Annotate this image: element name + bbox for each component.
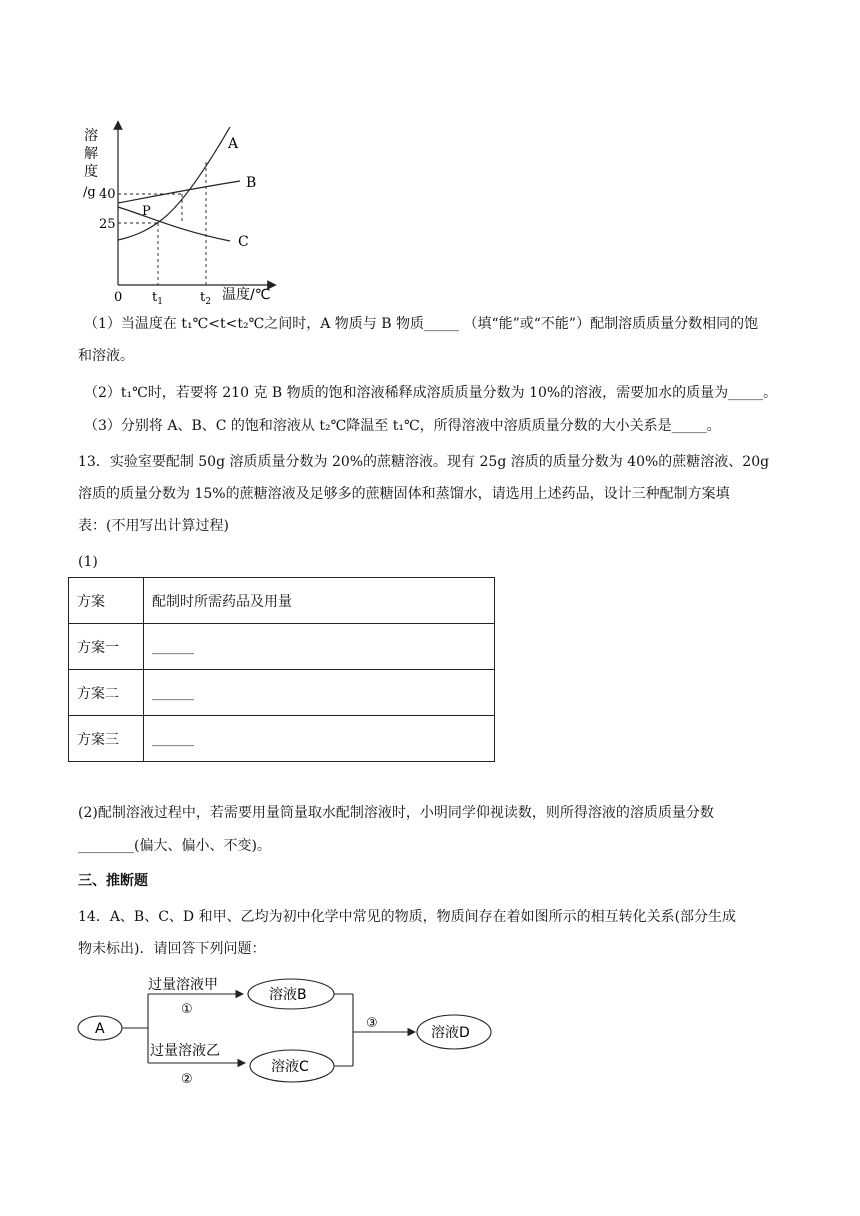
q12-part1-line2: 和溶液。 [78,348,134,364]
y-tick-25: 25 [99,217,116,232]
node-d-label: 溶液D [431,1025,470,1041]
curve-a-label: A [228,136,239,152]
q12-part1-line1: （1）当温度在 t₁℃<t<t₂℃之间时，A 物质与 B 物质_____ （填“能”或“不能”）配制溶质质量分数相同的饱 [84,316,759,332]
arrow-2-label: 过量溶液乙 [150,1043,220,1059]
q12-part3: （3）分别将 A、B、C 的饱和溶液从 t₂℃降温至 t₁℃，所得溶液中溶质质量分数的大小关系是_____。 [84,418,721,434]
table-cell-plan: 方案二 [69,670,144,716]
x-tick-0: 0 [114,290,123,305]
table-cell-answer-blank[interactable]: ______ [144,624,495,670]
y-axis-label-3: 度 [84,164,98,180]
curve-c-label: C [238,234,249,250]
q13-sub2-line1: (2)配制溶液过程中，若需要用量筒量取水配制溶液时，小明同学仰视读数，则所得溶液的溶质质量分数 [78,805,714,821]
table-cell-plan: 方案一 [69,624,144,670]
q14-line2: 物未标出)．请回答下列问题： [78,941,266,957]
arrow-2-num: ② [181,1072,193,1087]
arrow-1-label: 过量溶液甲 [148,977,218,993]
curve-b-line [118,181,240,203]
table-cell-answer-blank[interactable]: ______ [144,670,495,716]
solubility-chart [80,115,295,307]
arrow-3-num: ③ [366,1016,378,1031]
table-cell-answer-blank[interactable]: ______ [144,716,495,762]
q13-sub2-line2: ________(偏大、偏小、不变)。 [78,838,271,854]
node-c-label: 溶液C [271,1059,309,1075]
y-tick-40: 40 [99,187,116,202]
arrow-1-num: ① [181,1002,193,1017]
table-row [69,716,495,762]
curve-b-label: B [246,175,257,191]
q14-line1: 14．A、B、C、D 和甲、乙均为初中化学中常见的物质，物质间存在着如图所示的相互转化关系(部分生成 [78,909,737,925]
table-header-row [69,578,495,624]
table-header-plan: 方案 [69,578,144,624]
q13-sub1: (1) [78,554,98,570]
y-axis-label-4: /g [83,185,96,200]
table-row [69,624,495,670]
x-axis-label: 温度/℃ [222,287,271,303]
point-p-label: P [142,204,151,219]
curve-c-line [118,207,230,241]
node-a-label: A [95,1021,105,1037]
x-tick-t1: $t_1$ [152,290,163,307]
plan-table [68,577,495,762]
y-axis-label-2: 解 [84,146,98,162]
node-b-label: 溶液B [269,987,307,1003]
x-tick-t2: $t_2$ [200,290,211,307]
q13-line3: 表：(不用写出计算过程) [78,518,229,534]
table-cell-plan: 方案三 [69,716,144,762]
table-row [69,670,495,716]
q13-line1: 13．实验室要配制 50g 溶质质量分数为 20%的蔗糖溶液。现有 25g 溶质的质量分数为 40%的蔗糖溶液、20g [78,454,770,470]
q12-part2: （2）t₁℃时，若要将 210 克 B 物质的饱和溶液稀释成溶质质量分数为 10%的溶液，需要加水的质量为_____。 [84,385,778,401]
y-axis-label-1: 溶 [84,128,98,144]
flow-diagram [75,968,505,1093]
curve-a-line [118,127,230,240]
section-title: 三、推断题 [78,873,148,889]
q13-line2: 溶质的质量分数为 15%的蔗糖溶液及足够多的蔗糖固体和蒸馏水，请选用上述药品，设计三种配制方案填 [78,486,730,502]
table-header-materials: 配制时所需药品及用量 [144,578,495,624]
